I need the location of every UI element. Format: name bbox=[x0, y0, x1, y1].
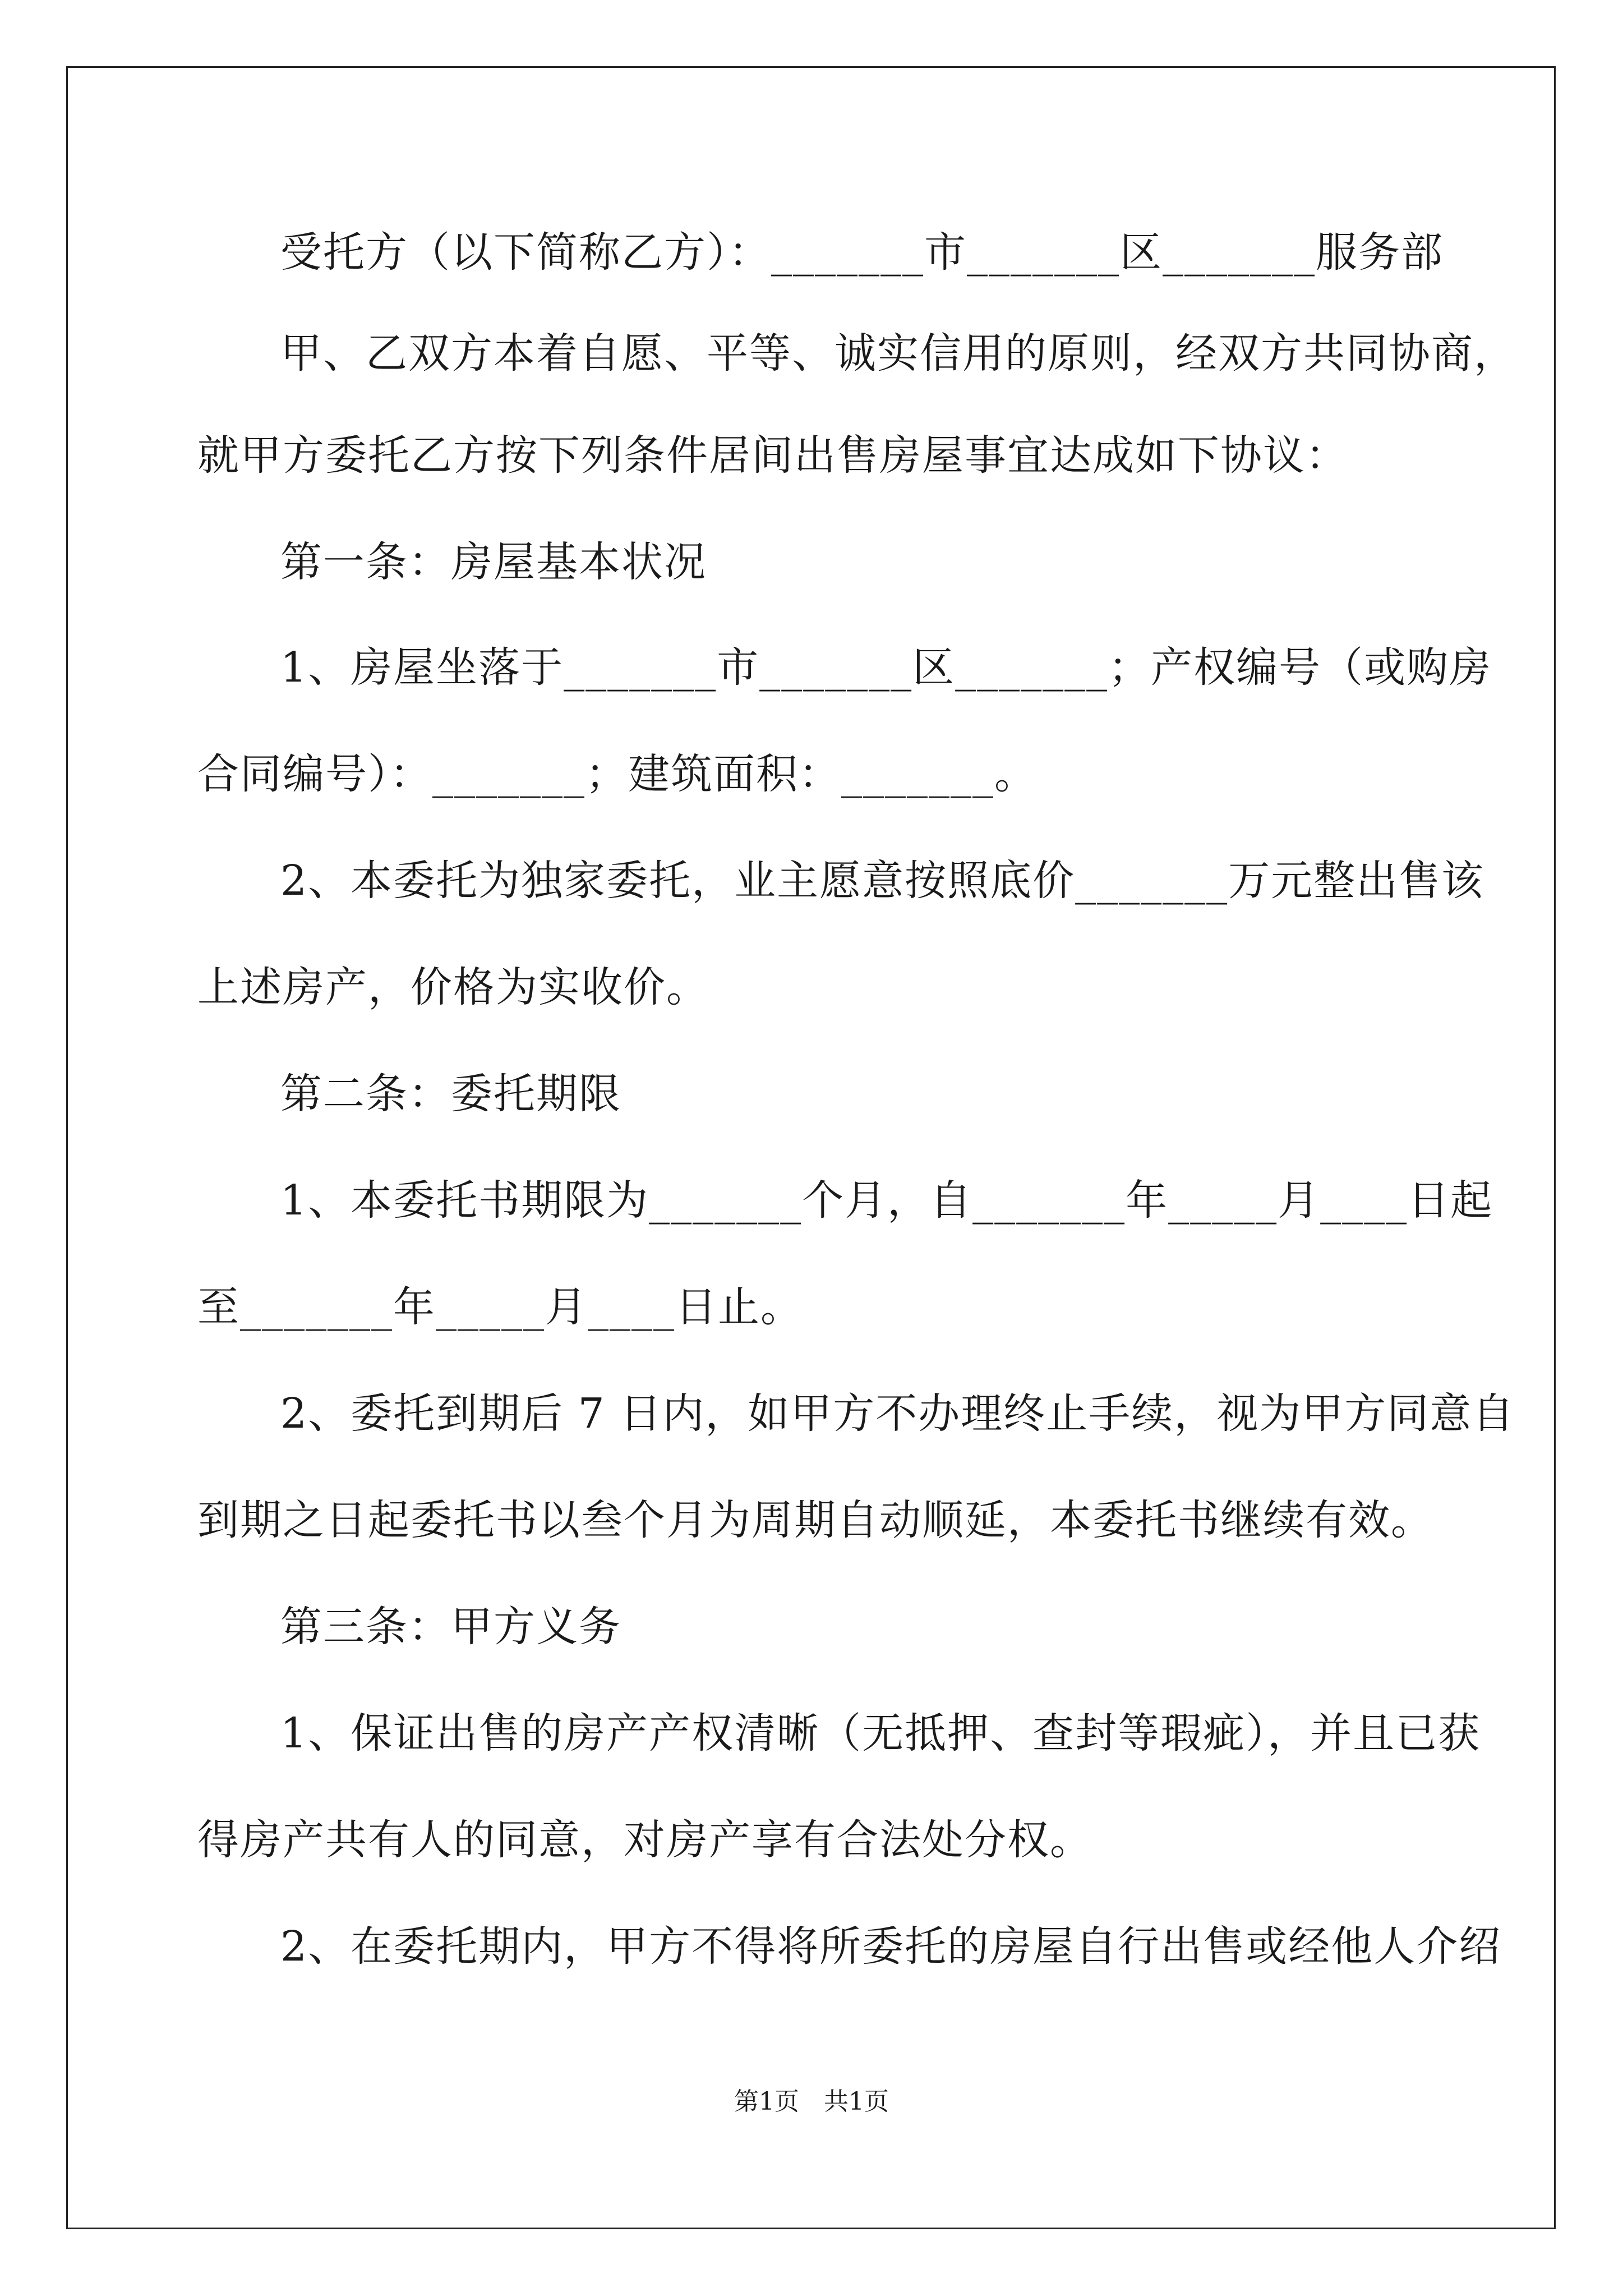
article-1-clause-2-line-1: 2、本委托为独家委托，业主愿意按照底价_______万元整出售该 bbox=[280, 857, 1484, 905]
article-2-clause-2-line-1: 2、委托到期后 7 日内，如甲方不办理终止手续，视为甲方同意自 bbox=[280, 1389, 1515, 1438]
article-1-clause-1-line-2: 合同编号）：_______；建筑面积：_______。 bbox=[197, 750, 1037, 798]
article-2-heading: 第二条：委托期限 bbox=[280, 1070, 621, 1118]
article-3-heading: 第三条：甲方义务 bbox=[280, 1603, 621, 1651]
page-footer: 第1页 共1页 bbox=[734, 2087, 889, 2116]
article-3-clause-2-line-1: 2、在委托期内，甲方不得将所委托的房屋自行出售或经他人介绍 bbox=[280, 1922, 1502, 1971]
article-2-clause-1-line-1: 1、本委托书期限为_______个月，自_______年_____月____日起 bbox=[280, 1176, 1493, 1225]
article-2-clause-1-line-2: 至_______年_____月____日止。 bbox=[197, 1283, 803, 1331]
article-3-clause-1-line-2: 得房产共有人的同意，对房产享有合法处分权。 bbox=[197, 1816, 1092, 1864]
preamble-line-1: 甲、乙双方本着自愿、平等、诚实信用的原则，经双方共同协商， bbox=[280, 329, 1516, 378]
preamble-line-2: 就甲方委托乙方按下列条件居间出售房屋事宜达成如下协议： bbox=[197, 431, 1348, 480]
article-1-clause-2-line-2: 上述房产，价格为实收价。 bbox=[197, 963, 709, 1011]
article-1-heading: 第一条：房屋基本状况 bbox=[280, 538, 707, 586]
article-3-clause-1-line-1: 1、保证出售的房产产权清晰（无抵押、查封等瑕疵），并且已获 bbox=[280, 1709, 1481, 1757]
page-border bbox=[66, 66, 1556, 2229]
article-2-clause-2-line-2: 到期之日起委托书以叁个月为周期自动顺延，本委托书继续有效。 bbox=[197, 1496, 1433, 1544]
article-1-clause-1-line-1: 1、房屋坐落于_______市_______区_______；产权编号（或购房 bbox=[280, 643, 1492, 692]
party-b-line: 受托方（以下简称乙方）：_______市_______区_______服务部 bbox=[280, 228, 1444, 277]
